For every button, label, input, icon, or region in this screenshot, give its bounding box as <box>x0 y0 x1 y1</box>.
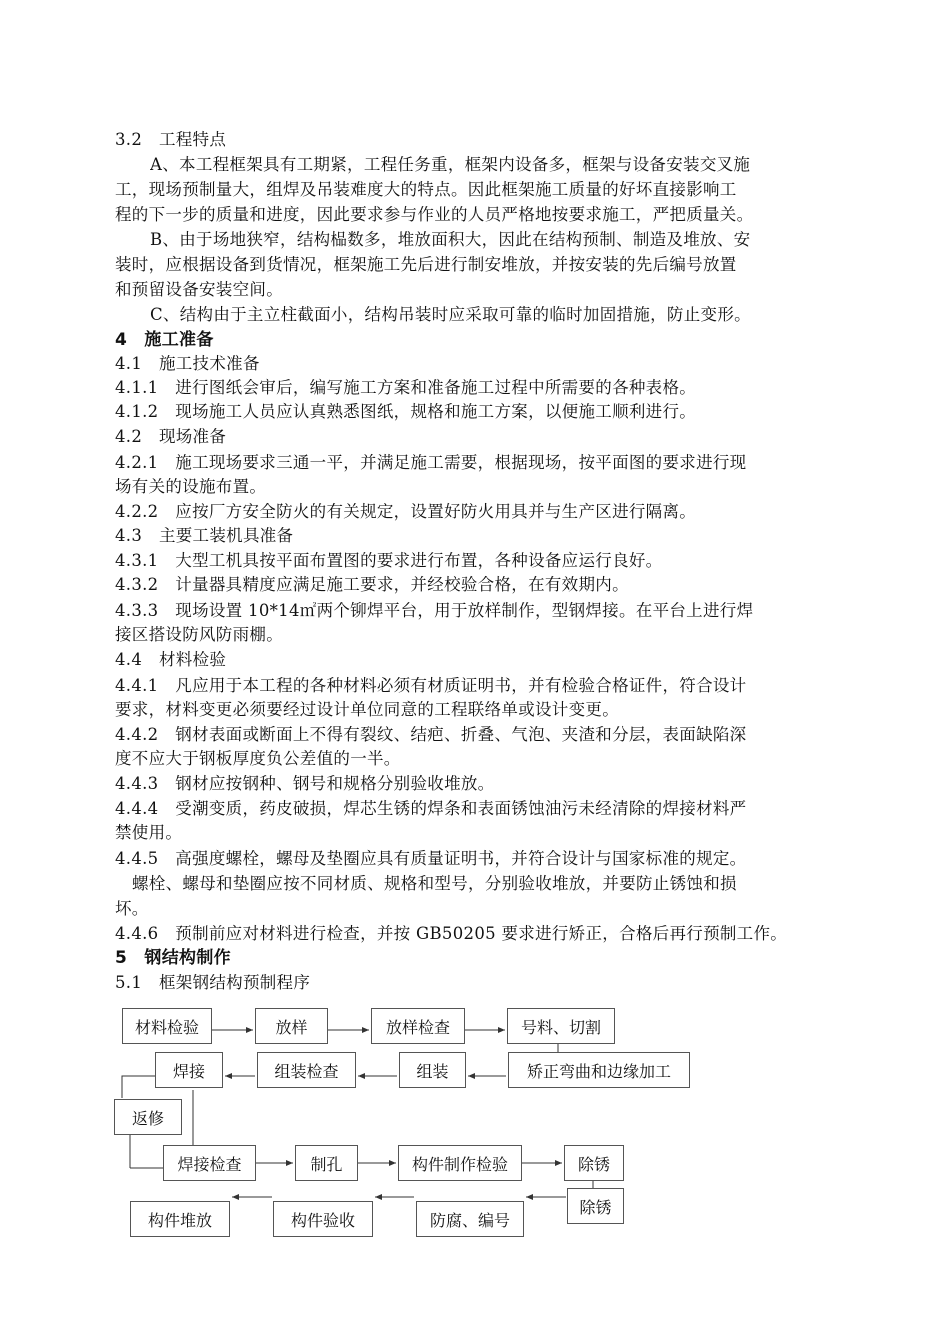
item-4-4-4-line1: 4.4.4 受潮变质，药皮破损，焊芯生锈的焊条和表面锈蚀油污未经清除的焊接材料严 <box>115 799 747 818</box>
section-4-3-title: 4.3 主要工装机具准备 <box>115 526 294 545</box>
flow-box-marking-cutting: 号料、切割 <box>507 1008 615 1044</box>
para-a-line2: 工，现场预制量大，组焊及吊装难度大的特点。因此框架施工质量的好坏直接影响工 <box>115 180 737 199</box>
section-5-heading: 5 钢结构制作 <box>115 948 231 968</box>
section-5-1-title: 5.1 框架钢结构预制程序 <box>115 973 311 992</box>
flow-box-layout-check: 放样检查 <box>371 1008 465 1044</box>
flow-box-weld-inspection: 焊接检查 <box>163 1145 256 1181</box>
section-3-2-title: 3.2 工程特点 <box>115 130 227 149</box>
flow-box-component-acceptance: 构件验收 <box>273 1201 373 1237</box>
item-4-1-1: 4.1.1 进行图纸会审后，编写施工方案和准备施工过程中所需要的各种表格。 <box>115 378 697 397</box>
flow-box-rework: 返修 <box>114 1099 182 1135</box>
item-4-2-1-line2: 场有关的设施布置。 <box>115 477 267 496</box>
flow-box-anticorrosion-numbering: 防腐、编号 <box>416 1201 524 1237</box>
para-b-line1: B、由于场地狭窄，结构榀数多，堆放面积大，因此在结构预制、制造及堆放、安 <box>150 230 751 249</box>
item-4-4-4-line2: 禁使用。 <box>115 823 183 842</box>
flow-box-assembly: 组装 <box>399 1052 466 1088</box>
section-4-heading: 4 施工准备 <box>115 330 214 350</box>
item-4-1-2: 4.1.2 现场施工人员应认真熟悉图纸，规格和施工方案，以便施工顺利进行。 <box>115 402 697 421</box>
item-4-4-5: 4.4.5 高强度螺栓，螺母及垫圈应具有质量证明书，并符合设计与国家标准的规定。 <box>115 849 747 868</box>
para-b-line3: 和预留设备安装空间。 <box>115 280 283 299</box>
arrow-rework-in <box>122 1076 155 1098</box>
flow-box-assembly-check: 组装检查 <box>257 1052 356 1088</box>
item-4-4-5-cont-line2: 坏。 <box>115 899 149 918</box>
item-4-3-3-line2: 接区搭设防风防雨棚。 <box>115 625 283 644</box>
item-4-4-3: 4.4.3 钢材应按钢种、钢号和规格分别验收堆放。 <box>115 774 495 793</box>
item-4-4-1-line1: 4.4.1 凡应用于本工程的各种材料必须有材质证明书，并有检验合格证件，符合设计 <box>115 676 747 695</box>
item-4-4-6: 4.4.6 预制前应对材料进行检查，并按 GB50205 要求进行矫正，合格后再行预制工作。 <box>115 924 788 943</box>
item-4-3-3-line1: 4.3.3 现场设置 10*14㎡两个铆焊平台，用于放样制作，型钢焊接。在平台上进行焊 <box>115 601 754 620</box>
para-a-line3: 程的下一步的质量和进度，因此要求参与作业的人员严格地按要求施工，严把质量关。 <box>115 205 754 224</box>
flow-box-material-inspection: 材料检验 <box>122 1008 212 1044</box>
flow-box-drilling: 制孔 <box>295 1145 358 1181</box>
para-b-line2: 装时，应根据设备到货情况，框架施工先后进行制安堆放，并按安装的先后编号放置 <box>115 255 737 274</box>
section-4-1-title: 4.1 施工技术准备 <box>115 354 260 373</box>
para-c: C、结构由于主立柱截面小，结构吊装时应采取可靠的临时加固措施，防止变形。 <box>150 305 751 324</box>
flow-box-welding: 焊接 <box>155 1052 223 1088</box>
flow-box-straightening: 矫正弯曲和边缘加工 <box>508 1052 690 1088</box>
item-4-4-2-line1: 4.4.2 钢材表面或断面上不得有裂纹、结疤、折叠、气泡、夹渣和分层，表面缺陷深 <box>115 725 747 744</box>
para-a-line1: A、本工程框架具有工期紧，工程任务重，框架内设备多，框架与设备安装交叉施 <box>150 155 751 174</box>
flow-box-component-storage: 构件堆放 <box>130 1201 230 1237</box>
flow-box-rust-removal-1: 除锈 <box>564 1145 624 1181</box>
item-4-3-1: 4.3.1 大型工机具按平面布置图的要求进行布置，各种设备应运行良好。 <box>115 551 663 570</box>
item-4-4-2-line2: 度不应大于钢板厚度负公差值的一半。 <box>115 749 401 768</box>
item-4-2-2: 4.2.2 应按厂方安全防火的有关规定，设置好防火用具并与生产区进行隔离。 <box>115 502 697 521</box>
item-4-2-1-line1: 4.2.1 施工现场要求三通一平，并满足施工需要，根据现场，按平面图的要求进行现 <box>115 453 747 472</box>
flow-box-component-inspection: 构件制作检验 <box>398 1145 522 1181</box>
flow-box-rust-removal-2: 除锈 <box>567 1188 624 1224</box>
section-4-4-title: 4.4 材料检验 <box>115 650 227 669</box>
section-4-2-title: 4.2 现场准备 <box>115 427 227 446</box>
flow-box-layout: 放样 <box>255 1008 328 1044</box>
item-4-4-1-line2: 要求，材料变更必须要经过设计单位同意的工程联络单或设计变更。 <box>115 700 619 719</box>
item-4-3-2: 4.3.2 计量器具精度应满足施工要求，并经校验合格，在有效期内。 <box>115 575 629 594</box>
item-4-4-5-cont-line1: 螺栓、螺母和垫圈应按不同材质、规格和型号，分别验收堆放，并要防止锈蚀和损 <box>132 874 737 893</box>
